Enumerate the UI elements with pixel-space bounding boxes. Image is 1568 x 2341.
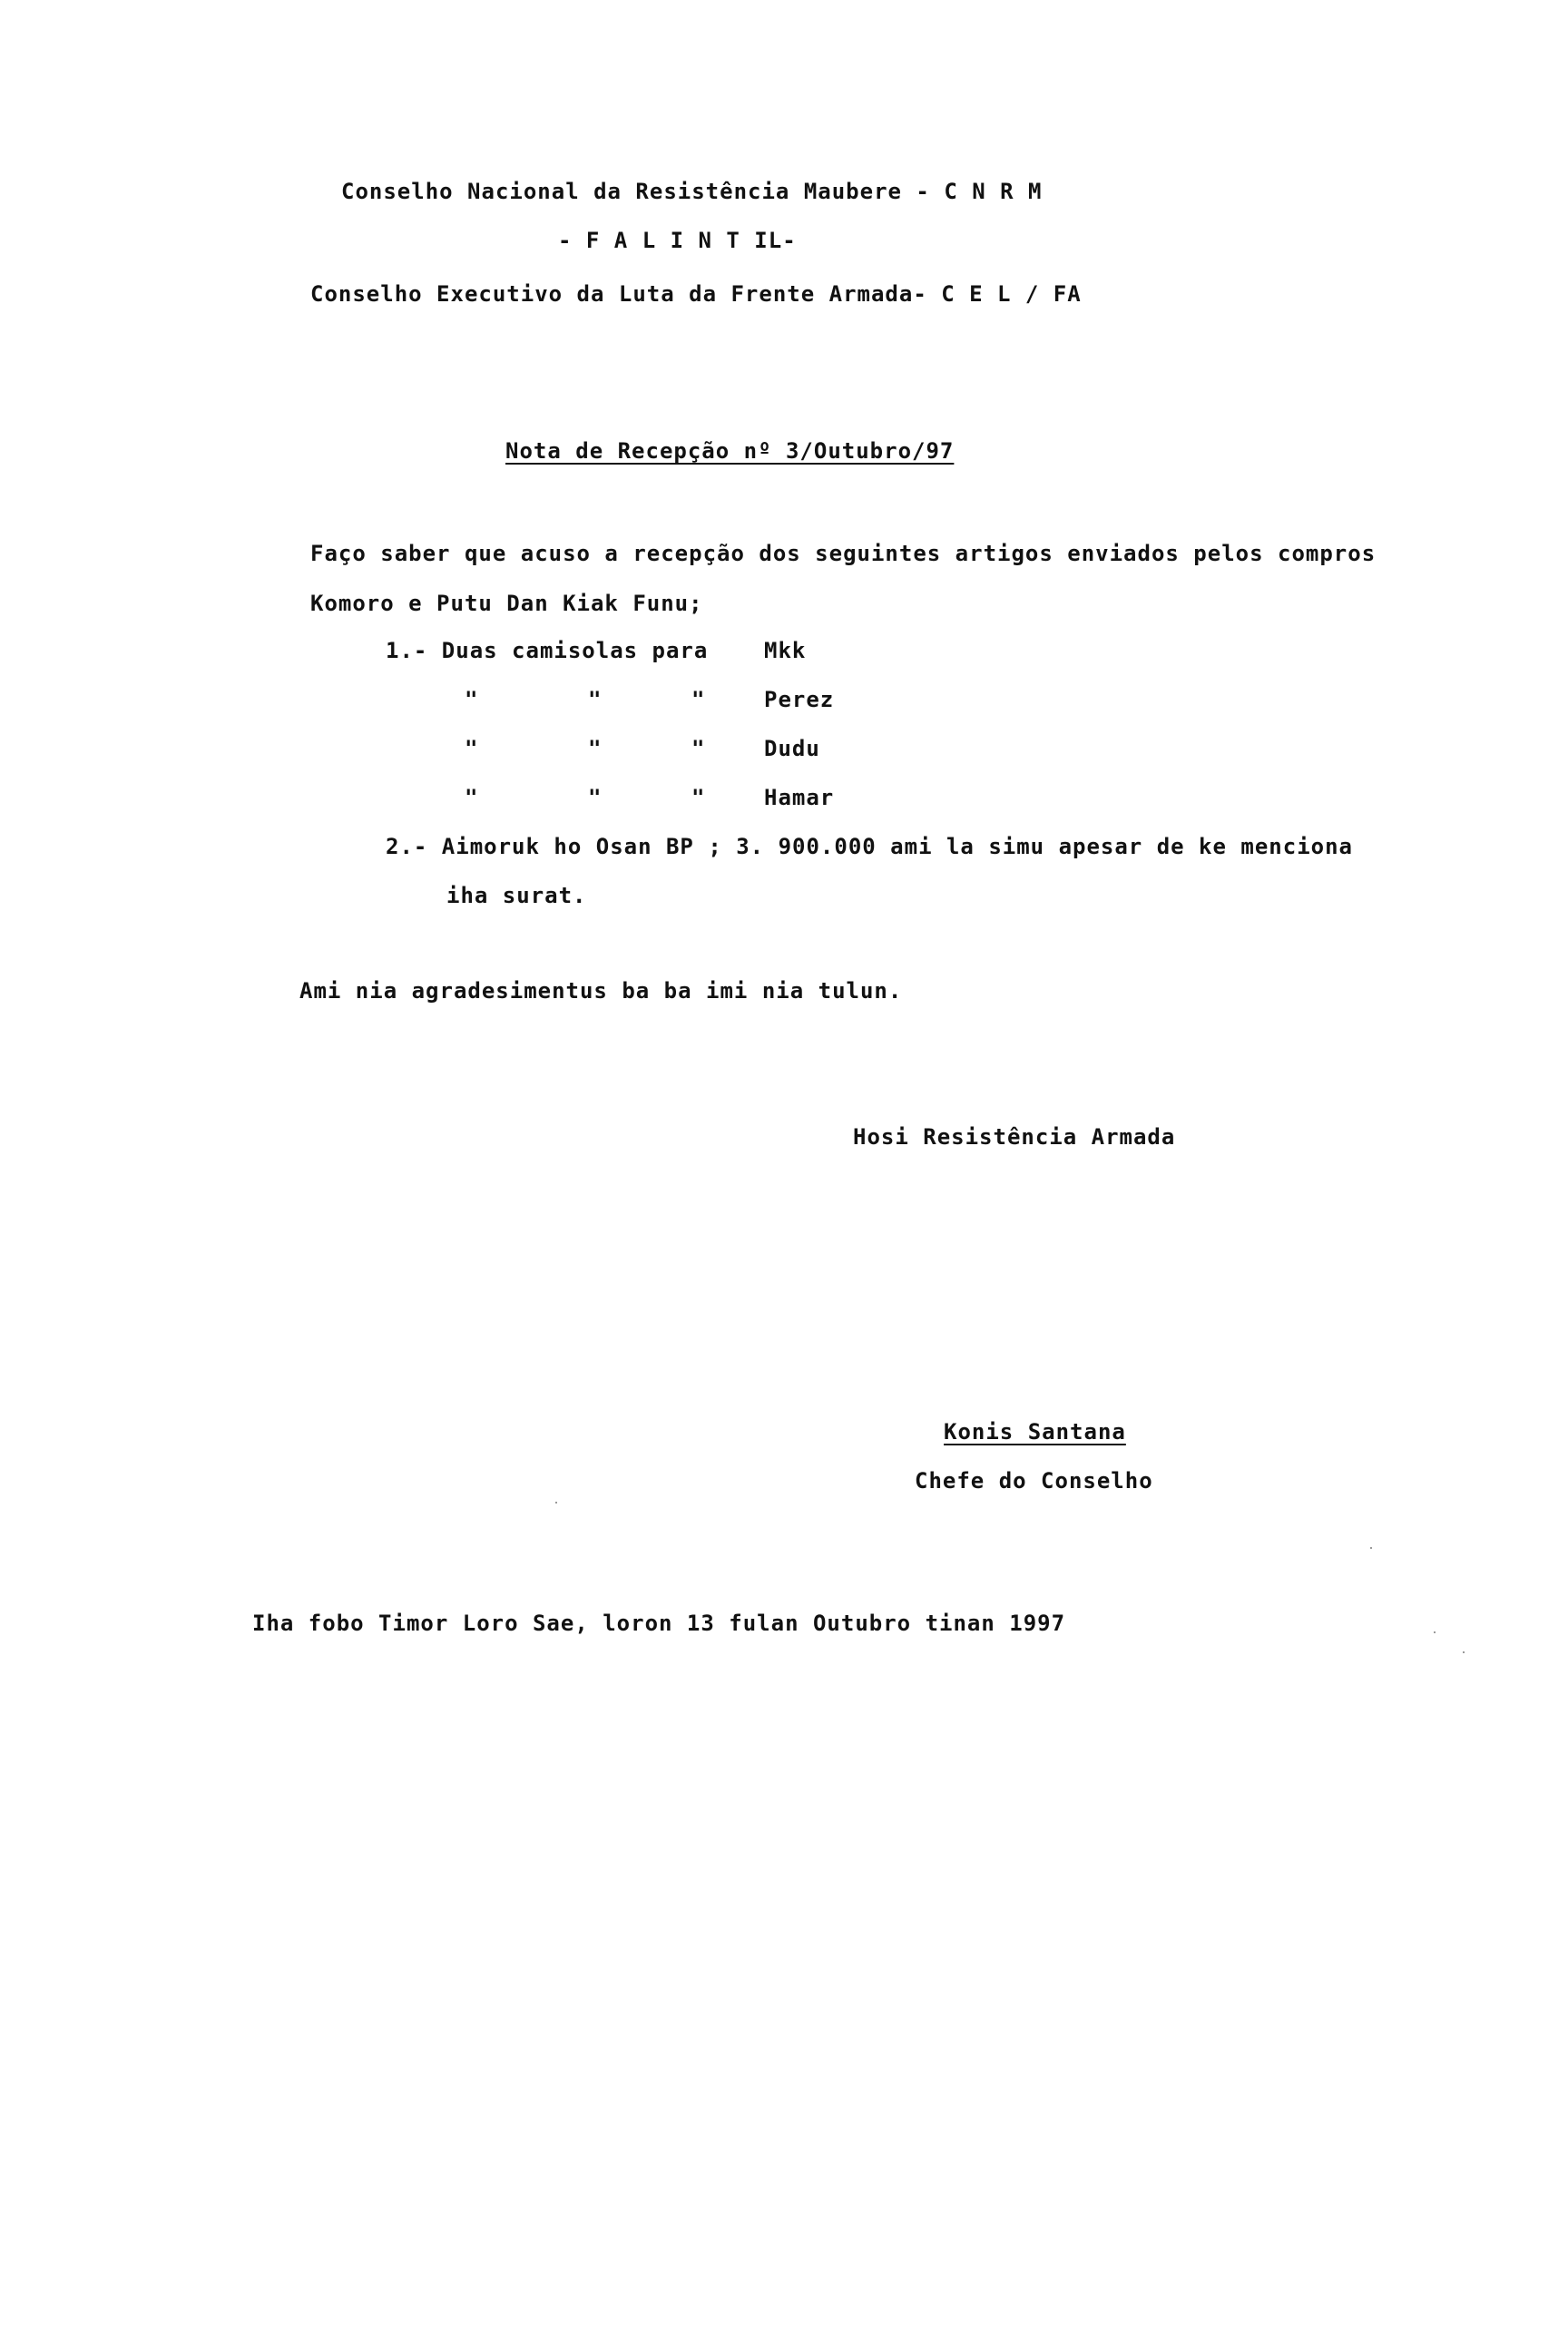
intro-line-1: Faço saber que acuso a recepção dos seguintes artigos enviados pelos compros [310,541,1377,566]
scan-speck [1434,1631,1436,1633]
item-1-recipient-1: Mkk [764,638,807,663]
ditto-mark: " [465,687,479,712]
ditto-mark: " [465,785,479,810]
closing-line: Ami nia agradesimentus ba ba imi nia tulun. [299,978,903,1004]
ditto-mark: " [691,687,706,712]
ditto-mark: " [588,687,603,712]
note-title: Nota de Recepção nº 3/Outubro/97 [505,438,955,464]
intro-line-2: Komoro e Putu Dan Kiak Funu; [310,591,703,616]
sign-off: Hosi Resistência Armada [853,1124,1176,1150]
item-2-line-1: 2.- Aimoruk ho Osan BP ; 3. 900.000 ami la simu apesar de ke menciona [386,834,1353,859]
ditto-mark: " [588,736,603,761]
item-1-recipient-4: Hamar [764,785,835,810]
scan-speck [1370,1547,1372,1549]
signature-name: Konis Santana [944,1419,1126,1445]
ditto-mark: " [691,736,706,761]
item-1-prefix: 1.- Duas camisolas para [386,638,709,663]
scan-speck [555,1502,557,1504]
header-line-3: Conselho Executivo da Luta da Frente Armada- C E L / FA [310,281,1082,307]
scan-speck [1463,1651,1465,1653]
item-1-recipient-2: Perez [764,687,835,712]
ditto-mark: " [465,736,479,761]
item-2-line-2: iha surat. [446,883,587,908]
header-line-2: - F A L I N T IL- [558,228,797,253]
signature-role: Chefe do Conselho [915,1468,1153,1494]
place-date-line: Iha fobo Timor Loro Sae, loron 13 fulan Outubro tinan 1997 [252,1611,1066,1636]
item-1-recipient-3: Dudu [764,736,820,761]
ditto-mark: " [588,785,603,810]
ditto-mark: " [691,785,706,810]
header-line-1: Conselho Nacional da Resistência Maubere - C N R M [341,179,1043,204]
